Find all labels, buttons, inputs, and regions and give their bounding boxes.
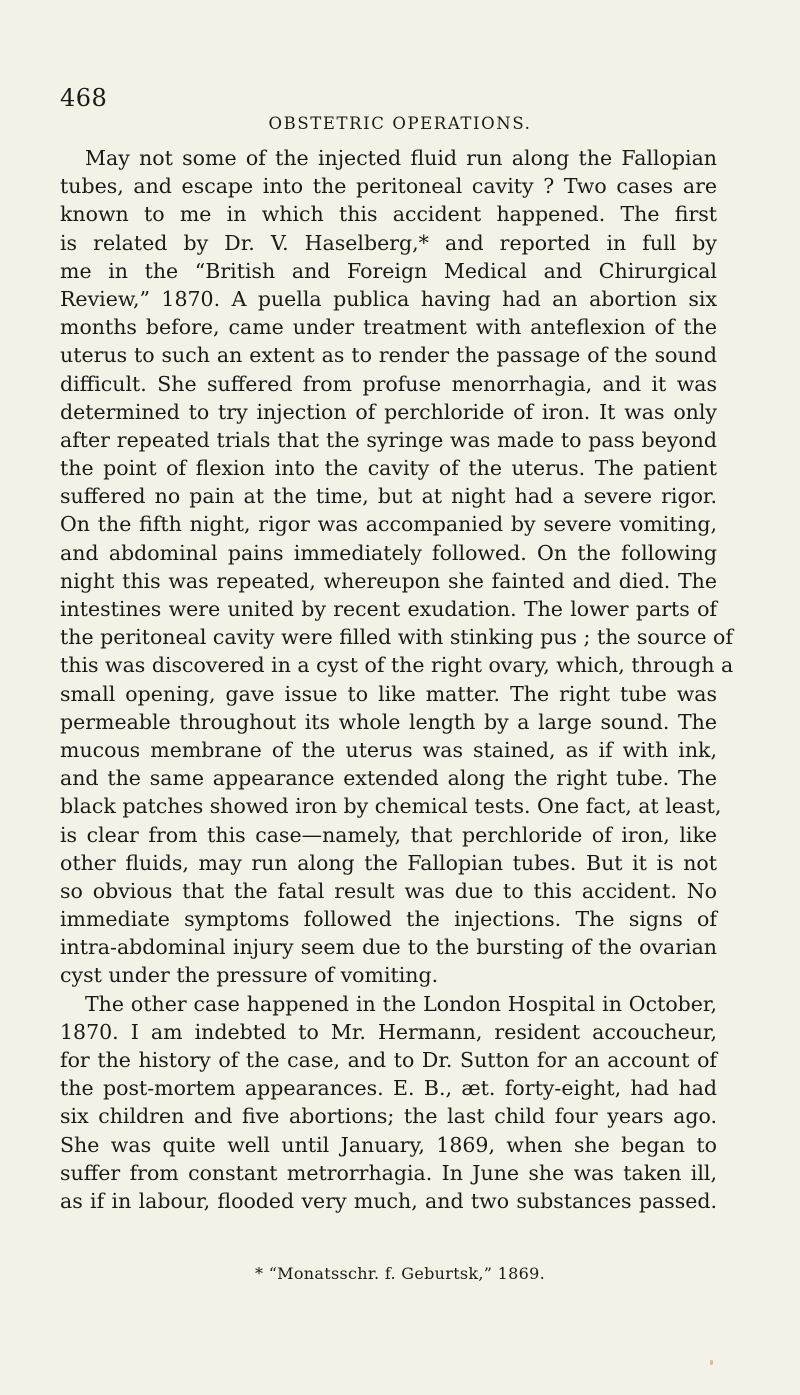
text-line: immediate symptoms followed the injections. The signs of: [60, 907, 717, 932]
text-line: this was discovered in a cyst of the right ovary, which, through a: [60, 653, 734, 678]
text-line: after repeated trials that the syringe was made to pass beyond: [60, 427, 717, 452]
text-line: intestines were united by recent exudation. The lower parts of: [60, 597, 717, 621]
text-line: and the same appearance extended along the right tube. The: [60, 766, 717, 791]
text-line: the peritoneal cavity were filled with stinking pus ; the source of: [60, 625, 733, 650]
text-line: uterus to such an extent as to render the passage of the sound: [60, 343, 717, 368]
text-line: the post-mortem appearances. E. B., æt. forty-eight, had had: [60, 1076, 717, 1101]
text-line: permeable throughout its whole length by a large sound. The: [60, 709, 717, 734]
body-text: [60, 144, 734, 1215]
text-line: black patches showed iron by chemical tests. One fact, at least,: [60, 794, 722, 819]
text-line: cyst under the pressure of vomiting.: [60, 963, 439, 988]
text-line: 1870. I am indebted to Mr. Hermann, resident accoucheur,: [60, 1019, 717, 1044]
text-line: The other case happened in the London Hospital in October,: [85, 991, 717, 1016]
text-line: as if in labour, flooded very much, and two substances passed.: [60, 1188, 717, 1213]
page-number: 468: [60, 84, 108, 112]
text-line: six children and five abortions; the last child four years ago.: [60, 1104, 717, 1129]
text-line: suffered no pain at the time, but at night had a severe rigor.: [60, 484, 717, 509]
text-line: me in the “British and Foreign Medical and Chirurgical: [60, 258, 717, 283]
text-line: the point of flexion into the cavity of the uterus. The patient: [60, 456, 717, 481]
text-line: is clear from this case—namely, that perchloride of iron, like: [60, 822, 717, 847]
text-line: Review,” 1870. A puella publica having had an abortion six: [60, 286, 717, 311]
text-line: so obvious that the fatal result was due to this accident. No: [60, 878, 717, 903]
text-line: and abdominal pains immediately followed. On the following: [60, 540, 717, 565]
footnote: * “Monatsschr. f. Geburtsk,” 1869.: [255, 1264, 545, 1283]
text-line: for the history of the case, and to Dr. Sutton for an account of: [60, 1048, 717, 1072]
text-line: is related by Dr. V. Haselberg,* and reported in full by: [60, 230, 717, 255]
text-line: She was quite well until January, 1869, when she began to: [60, 1132, 717, 1157]
text-line: night this was repeated, whereupon she fainted and died. The: [60, 568, 717, 593]
text-line: tubes, and escape into the peritoneal cavity ? Two cases are: [60, 174, 717, 199]
text-line: On the fifth night, rigor was accompanied by severe vomiting,: [60, 512, 717, 537]
text-line: months before, came under treatment with anteflexion of the: [60, 315, 717, 340]
paper-speck: [710, 1360, 713, 1365]
text-line: known to me in which this accident happened. The first: [60, 202, 717, 227]
text-line: May not some of the injected fluid run along the Fallopian: [85, 146, 717, 170]
text-line: small opening, gave issue to like matter. The right tube was: [60, 681, 717, 706]
text-line: intra-abdominal injury seem due to the bursting of the ovarian: [60, 935, 717, 960]
text-line: determined to try injection of perchloride of iron. It was only: [60, 399, 717, 424]
running-title: OBSTETRIC OPERATIONS.: [268, 114, 532, 133]
text-line: difficult. She suffered from profuse menorrhagia, and it was: [60, 371, 717, 396]
text-line: other fluids, may run along the Fallopian tubes. But it is not: [60, 850, 717, 875]
text-line: mucous membrane of the uterus was stained, as if with ink,: [60, 737, 717, 762]
text-line: suffer from constant metrorrhagia. In June she was taken ill,: [60, 1160, 717, 1185]
